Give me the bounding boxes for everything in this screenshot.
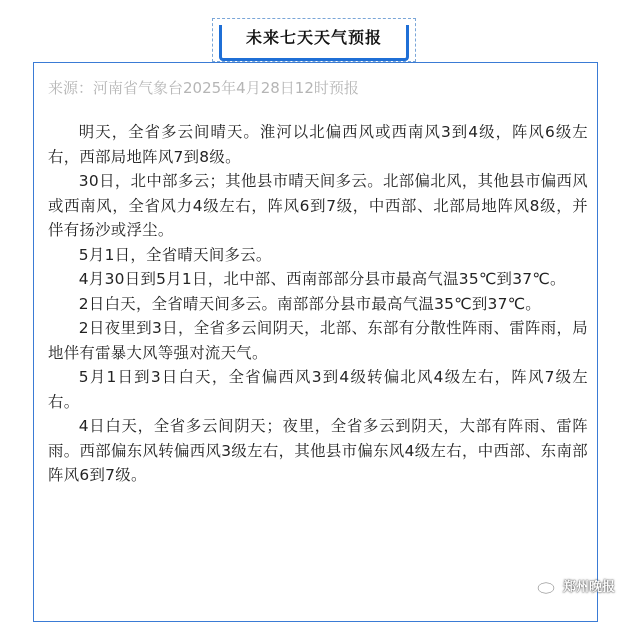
paragraph: 5月1日，全省晴天间多云。 bbox=[78, 245, 272, 264]
forecast-content bbox=[48, 120, 588, 488]
source-line: 来源：河南省气象台2025年4月28日12时预报 bbox=[48, 79, 359, 97]
weibo-watermark bbox=[537, 576, 615, 595]
paragraph: 2日白天，全省晴天间多云。南部部分县市最高气温35℃到37℃。 bbox=[78, 294, 542, 313]
paragraph: 30日，北中部多云；其他县市晴天间多云。北部偏北风，其他县市偏西风或西南风，全省风力4级左右，阵风6到7级，中西部、北部局地阵风8级，并伴有扬沙或浮尘。 bbox=[48, 172, 588, 239]
weibo-icon bbox=[537, 578, 559, 594]
paragraph: 4日白天，全省多云间阴天；夜里，全省多云到阴天，大部有阵雨、雷阵雨。西部偏东风转偏西风3级左右，其他县市偏东风4级左右，中西部、东南部阵风6到7级。 bbox=[48, 417, 588, 484]
watermark-text: 郑州晚报 bbox=[562, 580, 615, 595]
paragraph: 4月30日到5月1日，北中部、西南部部分县市最高气温35℃到37℃。 bbox=[78, 270, 566, 288]
page-title: 未来七天天气预报 bbox=[245, 28, 382, 47]
paragraph: 2日夜里到3日，全省多云间阴天，北部、东部有分散性阵雨、雷阵雨，局地伴有雷暴大风等强对流天气。 bbox=[48, 319, 588, 362]
title-frame bbox=[212, 18, 416, 62]
paragraph: 5月1日到3日白天，全省偏西风3到4级转偏北风4级左右，阵风7级左右。 bbox=[48, 368, 588, 411]
title-box bbox=[219, 25, 409, 61]
paragraph: 明天，全省多云间晴天。淮河以北偏西风或西南风3到4级，阵风6级左右，西部局地阵风7到8级。 bbox=[48, 123, 588, 166]
